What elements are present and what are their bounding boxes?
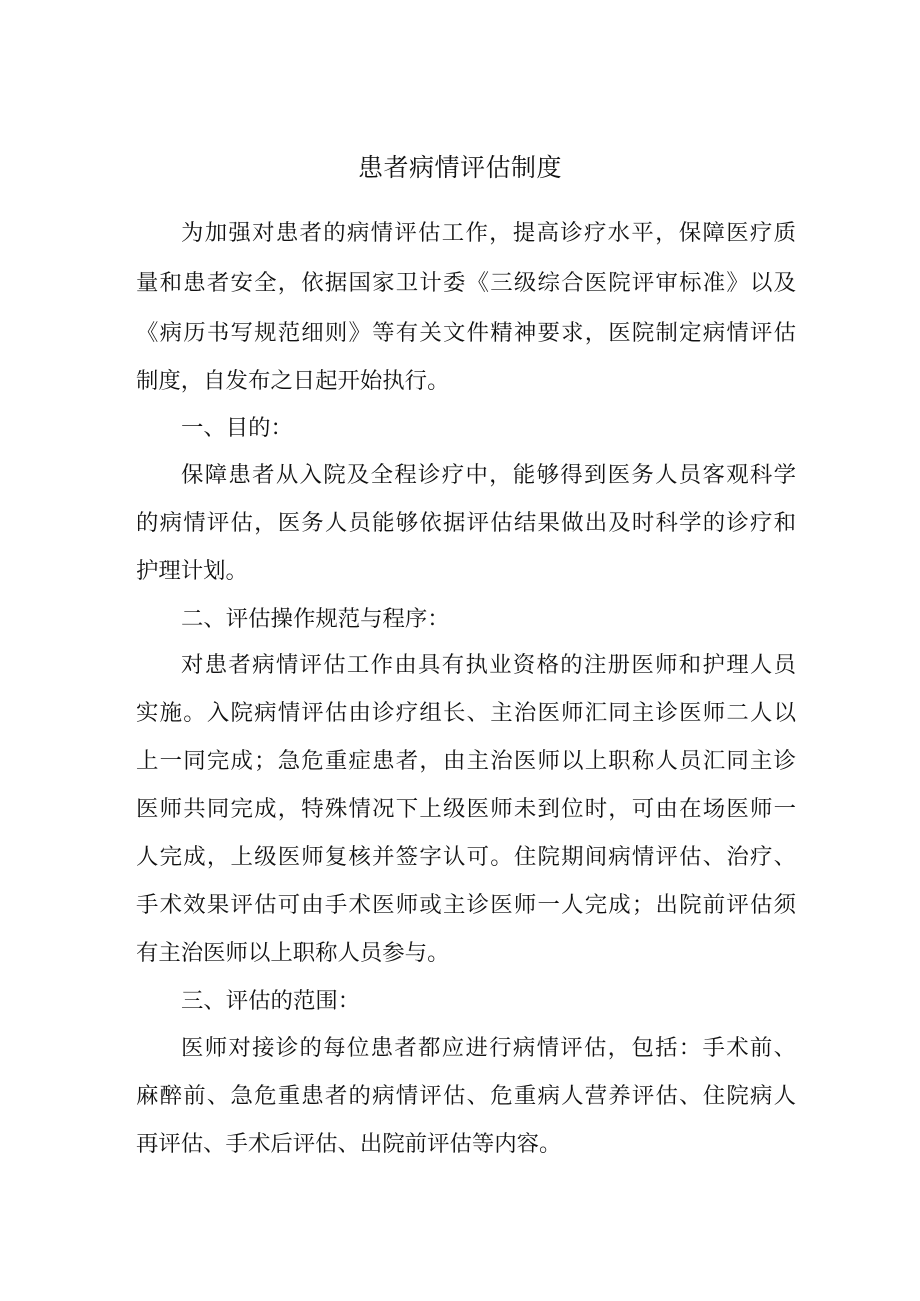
paragraph-line: 制度，自发布之日起开始执行。 bbox=[136, 368, 450, 394]
document-title: 患者病情评估制度 bbox=[357, 153, 562, 182]
paragraph-line: 实施。入院病情评估由诊疗组长、主治医师汇同主诊医师二人以 bbox=[136, 700, 796, 726]
paragraph-line: 对患者病情评估工作由具有执业资格的注册医师和护理人员 bbox=[181, 652, 796, 678]
section-heading: 一、目的： bbox=[181, 415, 293, 441]
paragraph-line: 的病情评估，医务人员能够依据评估结果做出及时科学的诊疗和 bbox=[136, 510, 796, 536]
paragraph-line: 护理计划。 bbox=[136, 558, 248, 584]
section-heading: 二、评估操作规范与程序： bbox=[181, 606, 450, 632]
paragraph-line: 医师共同完成，特殊情况下上级医师未到位时，可由在场医师一 bbox=[136, 796, 796, 822]
paragraph-line: 《病历书写规范细则》等有关文件精神要求，医院制定病情评估 bbox=[136, 320, 796, 346]
paragraph-line: 上一同完成；急危重症患者，由主治医师以上职称人员汇同主诊 bbox=[136, 748, 796, 774]
paragraph-line: 再评估、手术后评估、出院前评估等内容。 bbox=[136, 1131, 562, 1157]
paragraph-line: 量和患者安全，依据国家卫计委《三级综合医院评审标准》以及 bbox=[136, 270, 796, 296]
paragraph-line: 医师对接诊的每位患者都应进行病情评估，包括：手术前、 bbox=[181, 1035, 796, 1061]
paragraph-line: 人完成，上级医师复核并签字认可。住院期间病情评估、治疗、 bbox=[136, 844, 796, 870]
paragraph-line: 麻醉前、急危重患者的病情评估、危重病人营养评估、住院病人 bbox=[136, 1083, 796, 1109]
paragraph-line: 保障患者从入院及全程诊疗中，能够得到医务人员客观科学 bbox=[181, 462, 796, 488]
paragraph-line: 手术效果评估可由手术医师或主诊医师一人完成；出院前评估须 bbox=[136, 892, 796, 918]
paragraph-line: 有主治医师以上职称人员参与。 bbox=[136, 940, 450, 966]
paragraph-line: 为加强对患者的病情评估工作，提高诊疗水平，保障医疗质 bbox=[181, 220, 796, 246]
section-heading: 三、评估的范围： bbox=[181, 988, 361, 1014]
